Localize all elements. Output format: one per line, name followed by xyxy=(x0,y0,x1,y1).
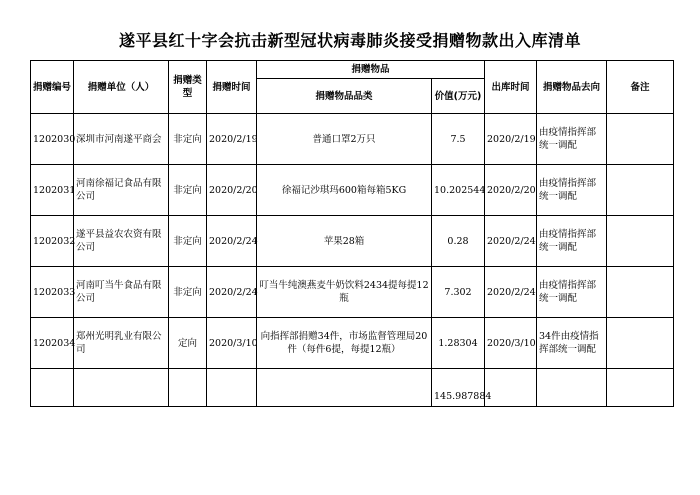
donation-table xyxy=(30,60,674,407)
cell-dest: 由疫情指挥部统一调配 xyxy=(537,267,607,318)
header-dest: 捐赠物品去向 xyxy=(537,61,607,114)
total-row xyxy=(31,369,674,407)
cell-donor: 遂平县益农农资有限公司 xyxy=(74,216,169,267)
cell-donor: 河南叮当牛食品有限公司 xyxy=(74,267,169,318)
cell-time: 2020/2/19 xyxy=(207,114,257,165)
cell-donor: 郑州光明乳业有限公司 xyxy=(74,318,169,369)
total-empty-cell xyxy=(257,369,432,407)
cell-remark xyxy=(607,318,674,369)
cell-type: 定向 xyxy=(169,318,207,369)
table-row xyxy=(31,216,674,267)
cell-out-time: 2020/2/24 xyxy=(485,267,537,318)
cell-value: 1.28304 xyxy=(432,318,485,369)
cell-value: 7.302 xyxy=(432,267,485,318)
header-out-time: 出库时间 xyxy=(485,61,537,114)
cell-out-time: 2020/2/20 xyxy=(485,165,537,216)
cell-remark xyxy=(607,267,674,318)
cell-dest: 由疫情指挥部统一调配 xyxy=(537,165,607,216)
total-empty-cell xyxy=(169,369,207,407)
header-time: 捐赠时间 xyxy=(207,61,257,114)
cell-goods: 向指挥部捐赠34件，市场监督管理局20件（每件6提，每提12瓶） xyxy=(257,318,432,369)
cell-goods: 叮当牛纯澳燕麦牛奶饮料2434提每提12瓶 xyxy=(257,267,432,318)
cell-value: 10.202544 xyxy=(432,165,485,216)
cell-time: 2020/2/20 xyxy=(207,165,257,216)
cell-no: 1202031 xyxy=(31,165,74,216)
cell-goods: 徐福记沙琪玛600箱每箱5KG xyxy=(257,165,432,216)
cell-value: 7.5 xyxy=(432,114,485,165)
table-row xyxy=(31,318,674,369)
header-type: 捐赠类型 xyxy=(169,61,207,114)
cell-no: 1202030 xyxy=(31,114,74,165)
total-empty-cell xyxy=(607,369,674,407)
header-value: 价值(万元) xyxy=(432,79,485,114)
table-row xyxy=(31,267,674,318)
cell-time: 2020/2/24 xyxy=(207,267,257,318)
total-value: 145.987884 xyxy=(432,369,485,407)
cell-dest: 34件由疫情指挥部统一调配 xyxy=(537,318,607,369)
total-empty-cell xyxy=(74,369,169,407)
cell-remark xyxy=(607,165,674,216)
header-donor: 捐赠单位（人） xyxy=(74,61,169,114)
total-empty-cell xyxy=(485,369,537,407)
cell-dest: 由疫情指挥部统一调配 xyxy=(537,216,607,267)
cell-out-time: 2020/2/24 xyxy=(485,216,537,267)
total-empty-cell xyxy=(31,369,74,407)
cell-no: 1202033 xyxy=(31,267,74,318)
header-row xyxy=(31,61,674,79)
table-row xyxy=(31,165,674,216)
cell-remark xyxy=(607,114,674,165)
header-remark: 备注 xyxy=(607,61,674,114)
cell-remark xyxy=(607,216,674,267)
total-empty-cell xyxy=(537,369,607,407)
cell-type: 非定向 xyxy=(169,267,207,318)
total-empty-cell xyxy=(207,369,257,407)
cell-dest: 由疫情指挥部统一调配 xyxy=(537,114,607,165)
cell-out-time: 2020/3/10 xyxy=(485,318,537,369)
table-row xyxy=(31,114,674,165)
cell-goods: 普通口罩2万只 xyxy=(257,114,432,165)
cell-no: 1202032 xyxy=(31,216,74,267)
cell-goods: 苹果28箱 xyxy=(257,216,432,267)
cell-out-time: 2020/2/19 xyxy=(485,114,537,165)
header-no: 捐赠编号 xyxy=(31,61,74,114)
cell-time: 2020/2/24 xyxy=(207,216,257,267)
header-goods-group: 捐赠物品 xyxy=(257,61,485,79)
cell-type: 非定向 xyxy=(169,114,207,165)
cell-donor: 河南徐福记食品有限公司 xyxy=(74,165,169,216)
cell-time: 2020/3/10 xyxy=(207,318,257,369)
cell-value: 0.28 xyxy=(432,216,485,267)
cell-donor: 深圳市河南遂平商会 xyxy=(74,114,169,165)
cell-type: 非定向 xyxy=(169,165,207,216)
cell-type: 非定向 xyxy=(169,216,207,267)
page-title: 遂平县红十字会抗击新型冠状病毒肺炎接受捐赠物款出入库清单 xyxy=(118,31,581,50)
cell-no: 1202034 xyxy=(31,318,74,369)
header-goods: 捐赠物品品类 xyxy=(257,79,432,114)
